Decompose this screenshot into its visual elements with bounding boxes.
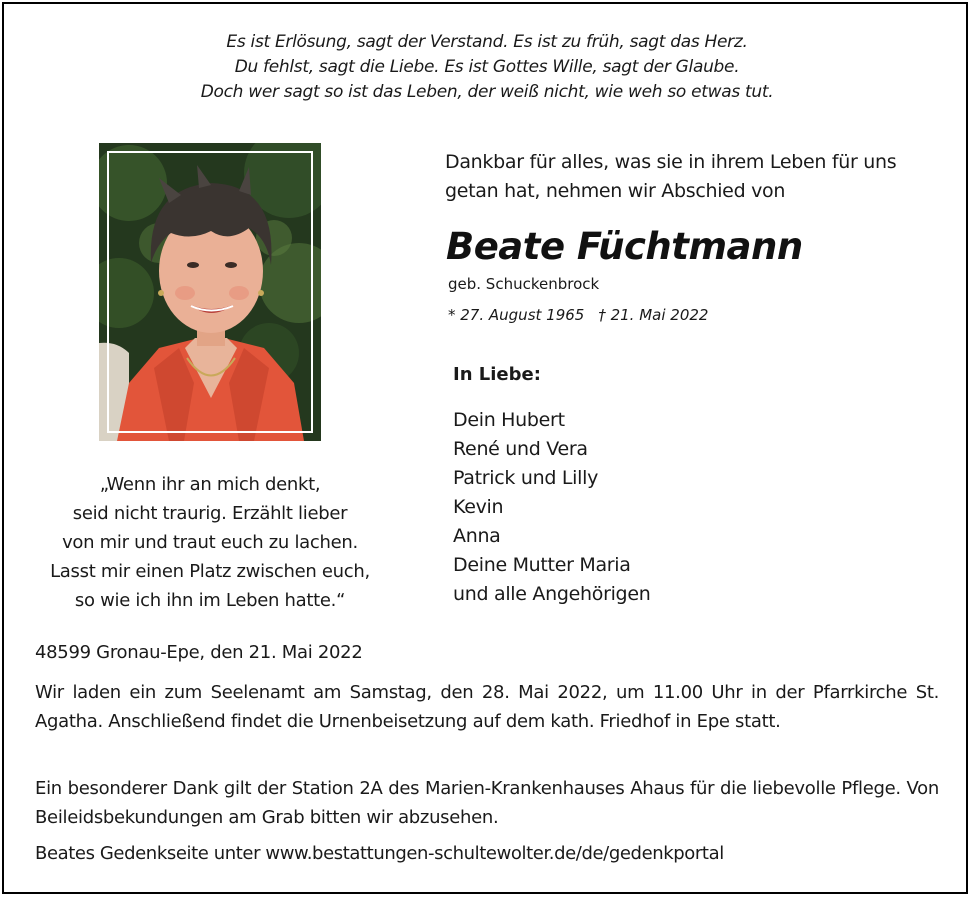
intro-line: getan hat, nehmen wir Abschied von [445,180,786,202]
mourners-list [453,406,650,609]
motto-verse [0,30,974,105]
portrait-photo [99,143,321,441]
quote-line: so wie ich ihn im Leben hatte.“ [74,590,346,611]
service-announcement: Wir laden ein zum Seelenamt am Samstag, den 28. Mai 2022, um 11.00 Uhr in der Pfarrkirche St. Agatha. Anschließend findet die Urnenbeisetzung auf dem kath. Friedhof in Epe statt. [35,682,939,732]
mourner-name: Kevin [453,496,504,518]
mourner-name: René und Vera [453,438,588,460]
place-and-date: 48599 Gronau-Epe, den 21. Mai 2022 [35,642,363,663]
death-date: † 21. Mai 2022 [598,306,709,324]
quote-line: von mir und traut euch zu lachen. [62,532,358,553]
intro-line: Dankbar für alles, was sie in ihrem Leben für uns [445,151,897,173]
quote-block [20,470,400,615]
mourner-name: Deine Mutter Maria [453,554,631,576]
photo-inner-frame [107,151,313,433]
quote-line: Lasst mir einen Platz zwischen euch, [50,561,370,582]
mourner-name: Anna [453,525,501,547]
mourner-name: und alle Angehörigen [453,583,651,605]
maiden-name: geb. Schuckenbrock [448,275,600,293]
deceased-name: Beate Füchtmann [446,225,803,268]
quote-line: „Wenn ihr an mich denkt, [99,474,321,495]
motto-line: Doch wer sagt so ist das Leben, der weiß nicht, wie weh so etwas tut. [200,82,774,102]
mourner-name: Dein Hubert [453,409,565,431]
mourners-heading: In Liebe: [453,364,541,385]
intro-text [445,148,896,206]
life-dates [448,306,708,324]
quote-line: seid nicht traurig. Erzählt lieber [72,503,348,524]
birth-date: * 27. August 1965 [448,306,585,324]
thanks-paragraph: Ein besonderer Dank gilt der Station 2A des Marien-Krankenhauses Ahaus für die liebevolle Pflege. Von Beileidsbekundungen am Grab bitten wir abzusehen. [35,778,939,828]
mourner-name: Patrick und Lilly [453,467,599,489]
memorial-page-link[interactable]: Beates Gedenkseite unter www.bestattungen-schultewolter.de/de/gedenkportal [35,843,724,864]
motto-line: Es ist Erlösung, sagt der Verstand. Es ist zu früh, sagt das Herz. [226,32,748,52]
motto-line: Du fehlst, sagt die Liebe. Es ist Gottes Wille, sagt der Glaube. [234,57,740,77]
